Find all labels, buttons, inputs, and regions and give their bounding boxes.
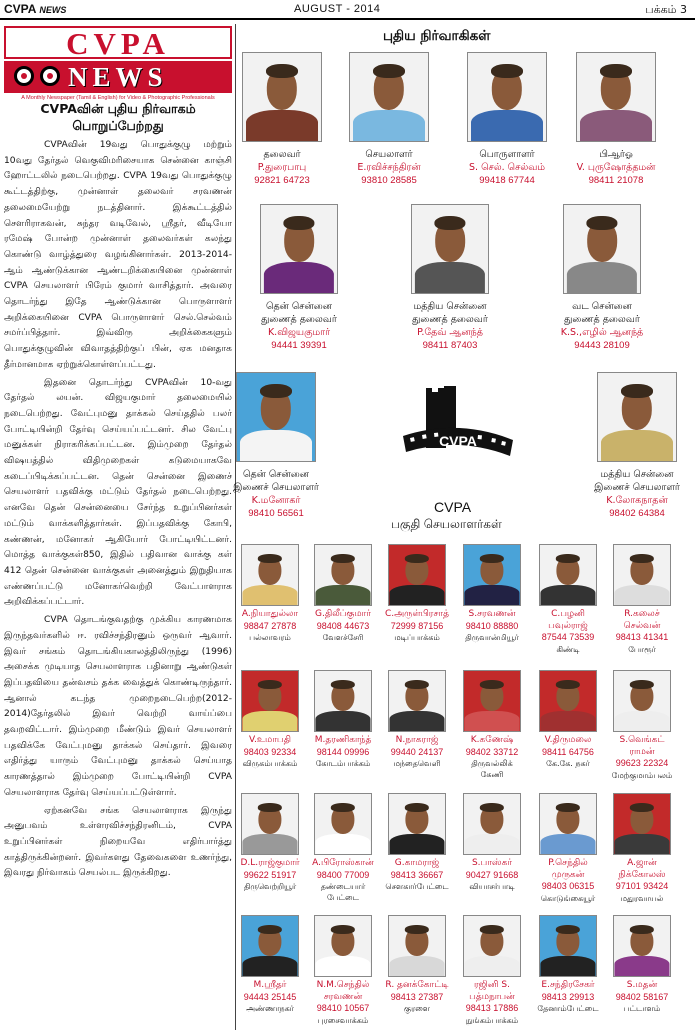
article-title: CVPAவின் புதிய நிர்வாகம் பொறுப்பேற்றது <box>40 101 196 133</box>
portrait-photo <box>613 670 671 732</box>
portrait-photo <box>242 52 322 142</box>
portrait-photo <box>467 52 547 142</box>
person-name-cont: பவுல்ராஜ் <box>548 620 588 631</box>
portrait-photo <box>241 670 299 732</box>
portrait-photo <box>613 544 671 606</box>
office-role-sub: துணைத் தலைவர் <box>261 314 337 325</box>
office-role: தென் சென்னை <box>243 469 309 480</box>
phone-number: 98413 27387 <box>390 991 444 1002</box>
area-secretary-card <box>308 793 378 903</box>
phone-number: 87544 73539 <box>541 632 595 642</box>
office-role: பிஆர்ஓ <box>599 149 633 160</box>
person-name: N.M.செந்தில் <box>316 980 370 990</box>
phone-number: 98411 87403 <box>422 340 478 351</box>
office-role: மத்திய சென்னை <box>413 301 487 312</box>
office-bearer-card <box>222 52 342 187</box>
person-name: K.விஜயகுமார் <box>267 327 331 338</box>
person-name: S.பாஸ்கர் <box>471 858 513 868</box>
area-secretary-card <box>308 670 378 769</box>
portrait-photo <box>236 372 316 462</box>
portrait-photo <box>314 544 372 606</box>
area-secretary-card <box>308 915 378 1026</box>
area-secretary-card <box>382 915 452 1014</box>
area-secretary-card <box>607 544 677 655</box>
area-name: வேளச்சேரி <box>322 633 364 642</box>
person-name: S.மதன் <box>626 980 658 990</box>
phone-number: 97101 93424 <box>615 881 669 891</box>
page-header <box>0 0 695 20</box>
phone-number: 98403 06315 <box>541 881 595 891</box>
area-name: கொடுங்கையூர் <box>540 893 596 903</box>
phone-number: 98411 64756 <box>542 746 594 757</box>
phone-number: 98402 33712 <box>465 746 519 757</box>
office-bearer-card <box>543 204 661 352</box>
area-secretary-card <box>533 915 603 1014</box>
person-name: E.ரவிச்சந்திரன் <box>357 162 421 173</box>
area-secretary-card <box>533 670 603 769</box>
area-name: மந்தைவெளி <box>393 759 441 768</box>
portrait-photo <box>314 915 372 977</box>
person-name: C.அருள்பிரசாத் <box>384 609 449 619</box>
person-name: V. புருஷோத்தமன் <box>576 162 656 173</box>
office-role-sub: இணைச் செயலாளர் <box>233 482 319 493</box>
person-name: G.திலீப்குமார் <box>315 609 371 619</box>
phone-number: 98400 77009 <box>316 869 370 880</box>
portrait-photo <box>314 670 372 732</box>
area-secretary-card <box>382 670 452 769</box>
person-name: K.S.,எழில் ஆனந்த் <box>560 327 644 338</box>
phone-number: 98847 27878 <box>243 620 297 631</box>
area-name: தேனாம்பேட்டை <box>537 1004 599 1013</box>
article-body <box>4 138 232 882</box>
person-name-cont: பத்மநாபன் <box>469 991 515 1002</box>
person-name: S.வெங்கட் <box>619 735 665 745</box>
person-name-cont: ராமன் <box>629 746 655 757</box>
portrait-photo <box>388 915 446 977</box>
phone-number: 98411 21078 <box>588 175 644 186</box>
person-name: M.ஸ்ரீதர் <box>253 980 287 990</box>
logo-cvpa-text: CVPA <box>66 26 170 61</box>
phone-number: 98410 88880 <box>465 620 519 631</box>
phone-number: 94443 28109 <box>574 340 630 351</box>
office-bearer-card <box>216 372 336 520</box>
portrait-photo <box>539 915 597 977</box>
area-secretary-card <box>235 793 305 892</box>
area-name: குரளை <box>404 1004 430 1013</box>
person-name: N.நாகராஜ் <box>395 735 439 745</box>
area-secretary-card <box>235 915 305 1014</box>
person-name: P.செந்தில் <box>548 858 588 868</box>
portrait-photo <box>463 544 521 606</box>
portrait-photo <box>241 793 299 855</box>
phone-number: 99622 51917 <box>243 869 297 880</box>
header-brand-news: NEWS <box>39 5 67 15</box>
person-name-cont: செல்வன் <box>623 620 661 631</box>
film-reel-icon <box>14 66 34 86</box>
area-name: பல்லாவரம் <box>249 633 291 642</box>
person-name-cont: சரவணன் <box>323 991 363 1002</box>
area-name-cont: கேணி <box>480 770 504 779</box>
portrait-photo <box>314 793 372 855</box>
portrait-photo <box>388 670 446 732</box>
phone-number: 94441 39391 <box>271 340 327 351</box>
portrait-photo <box>563 204 641 294</box>
header-brand: CVPA NEWS <box>4 2 67 16</box>
portrait-photo <box>613 915 671 977</box>
area-name: அண்ணாநகர் <box>246 1004 294 1013</box>
area-secretary-card <box>235 544 305 643</box>
portrait-photo <box>260 204 338 294</box>
phone-number: 98410 10567 <box>316 1003 370 1013</box>
office-role: வட சென்னை <box>572 301 632 312</box>
office-bearer-card <box>577 372 695 520</box>
header-month: AUGUST - 2014 <box>294 3 381 15</box>
office-bearer-card <box>447 52 567 187</box>
office-role-sub: இணைச் செயலாளர் <box>594 482 680 493</box>
portrait-photo <box>411 204 489 294</box>
office-role: மத்திய சென்னை <box>600 469 674 480</box>
film-reel-icon <box>40 66 60 86</box>
area-name: கோடம்பாக்கம் <box>315 759 371 768</box>
portrait-photo <box>597 372 677 462</box>
person-name: R.கலைச் <box>624 609 660 619</box>
person-name: P.துரைபாபு <box>257 162 307 173</box>
new-admins-title: புதிய நிர்வாகிகள் <box>383 28 491 44</box>
portrait-photo <box>576 52 656 142</box>
office-bearer-card <box>391 204 509 352</box>
portrait-photo <box>241 915 299 977</box>
area-name: மதுரவாயல் <box>620 893 664 903</box>
office-bearer-card <box>329 52 449 187</box>
area-secretary-card <box>607 915 677 1014</box>
person-name: P.தேவ் ஆனந்த் <box>417 327 483 338</box>
area-secretary-card <box>457 670 527 780</box>
portrait-photo <box>539 793 597 855</box>
person-name: K.கணேஷ் <box>470 735 514 745</box>
office-bearer-card <box>240 204 358 352</box>
portrait-photo <box>613 793 671 855</box>
article-paragraph: CVPAவின் 19வது பொதுக்குழு மற்றும் 10வது தேர்தல் வெகுவிமரிசையாக சென்னை காஞ்சி ஹோட்டலில் நடைபெற்றது. CVPA 19வது பொதுக்குழு கூட்டத்திற்கு, முன்னாள் தலைவர் சரவணன் தலைமையேற்று நடத்தினார். இக்கூட்டத்தில் சௌரிராகவன், சுந்தர வடிவேல், ஸ்ரீதர், வீடியோ ரமேஷ் போன்ற முன்னாள் தலைவர்கள் கலந்து கொண்டு வாழ்த்துரை வழங்கினார்கள். 2013-2014-ஆம் ஆண்டுக்கான ஆண்டறிக்கையினை முன்னாள் CVPA செயலாளர் பிரேம் குமார் வாசித்தார். அவரை தொடர்ந்து இதே ஆண்டுக்கான பொருளாளர் அறிக்கையினை CVPA பொருளாளர் செல்.செல்வம் சமர்ப்பித்தார். இவ்விரு அறிக்கைகளும் பொதுக்குழுவின் விவாதத்திற்குப் பின், ஏக மனதாக தீர்மானமாக ஏற்றுக்கொள்ளப்பட்டது. <box>4 140 232 370</box>
area-secretary-card <box>457 544 527 643</box>
area-secretary-card <box>533 544 603 655</box>
portrait-photo <box>388 544 446 606</box>
phone-number: 99418 67744 <box>479 175 535 186</box>
office-role: செயலாளர் <box>365 149 413 160</box>
area-name: தண்டையார் <box>320 882 366 891</box>
person-name: S. செல். செல்வம் <box>469 162 545 173</box>
office-role-sub: துணைத் தலைவர் <box>412 314 488 325</box>
page-number: பக்கம் 3 <box>645 3 687 16</box>
area-name: சௌகார்பேட்டை <box>385 882 449 891</box>
portrait-photo <box>463 915 521 977</box>
article-paragraph: ஏற்கனவே சங்க செயலாளராக இருந்து அனுபவம் உள்ளரவிச்சந்திரனிடம், CVPA உறுப்பினர்கள் நிறையவே எதிர்பார்த்து காத்திருக்கின்றனர். இவர்களது தேவைகளை உணர்ந்து, இவரது நிர்வாகம் செயல்பட இருக்கிறது. <box>4 805 232 879</box>
area-secretaries-title: பகுதி செயலாளர்கள் <box>391 517 502 531</box>
phone-number: 99440 24137 <box>390 746 444 757</box>
phone-number: 98413 17886 <box>465 1003 519 1013</box>
area-name: கிண்டி <box>556 644 580 654</box>
person-name: V.திருமலை <box>544 735 592 745</box>
portrait-photo <box>463 793 521 855</box>
phone-number: 98410 56561 <box>248 508 304 519</box>
cvpa-news-logo <box>4 26 232 106</box>
person-name: V.உமாபதி <box>248 735 292 745</box>
phone-number: 98408 44673 <box>316 620 370 631</box>
phone-number: 98413 41341 <box>615 632 669 642</box>
person-name-cont: முருகன் <box>551 869 585 880</box>
person-name: G.காமராஜ் <box>394 858 440 868</box>
phone-number: 99623 22324 <box>615 758 669 768</box>
portrait-photo <box>241 544 299 606</box>
phone-number: 98402 58167 <box>615 991 669 1002</box>
area-name: கே.கே. நகர் <box>546 759 590 768</box>
area-secretary-card <box>607 670 677 781</box>
person-name: K.மனோகர் <box>251 495 301 506</box>
office-role: பொருளாளர் <box>479 149 535 160</box>
area-secretary-card <box>235 670 305 769</box>
area-name: திருவெற்றியூர் <box>243 882 297 891</box>
person-name: K.லோகநாதன் <box>606 495 668 506</box>
cvpa-film-emblem <box>398 378 518 478</box>
area-secretary-card <box>607 793 677 904</box>
phone-number: 94443 25145 <box>243 991 297 1002</box>
portrait-photo <box>388 793 446 855</box>
person-name: D.L.ராஜ்குமார் <box>240 858 300 868</box>
area-name: போரூர் <box>628 644 656 654</box>
phone-number: 98413 29913 <box>541 991 595 1002</box>
person-name: A.பிரோஸ்கான் <box>312 858 374 868</box>
area-name: திருவல்லிக் <box>471 759 513 768</box>
phone-number: 72999 87156 <box>390 620 444 631</box>
area-name: திருவான்மியூர் <box>465 633 519 642</box>
office-role: தென் சென்னை <box>266 301 332 312</box>
area-name: புரசைவாக்கம் <box>317 1015 369 1025</box>
area-secretary-card <box>457 793 527 892</box>
logo-tagline: A Monthly Newspaper (Tamil & English) for Video & Photographic Professionals <box>21 95 215 101</box>
person-name: A.நியாதுல்லா <box>241 609 299 619</box>
portrait-photo <box>349 52 429 142</box>
area-secretary-card <box>382 544 452 643</box>
phone-number: 98413 36667 <box>390 869 444 880</box>
person-name: S.சரவணன் <box>468 609 516 619</box>
area-name: விருகம்பாக்கம் <box>242 759 298 768</box>
emblem-text: CVPA <box>439 433 477 449</box>
office-role-sub: துணைத் தலைவர் <box>564 314 640 325</box>
article-paragraph: இதனை தொடர்ந்து CVPAவின் 10-வது தேர்தல் லயன். விஜயகுமார் தலைமையில் நடைபெற்றது. வேட்புமனு தாக்கல் செய்ததில் பலர் போட்டியின்றி தேர்வு செய்யப்பட்டனர். சில வேட்பு மனுக்கள் நிராகரிக்கப்பட்டன. இம்முறை தேர்தல் விஷயத்தில் விதிமுறைகள் கடுமையாகவே கடைப்பிடிக்கப்பட்டன. தென் சென்னை இணைச் செயலாளர் பதவிக்கு மட்டும் தேர்தல் நடைபெற்றது. எனவே தென் சென்னையை சேர்ந்த உறுப்பினர்கள் மட்டும் வாக்களித்தார்கள். இப்பதவிக்கு கோபி, கண்ணன், மனோகர் ஆகியோர் போட்டியிட்டனர். மொத்த வாக்குகள்850, இதில் பதிவான வாக்கு கள் 412 தென் சென்னை வாக்குகள் அனைத்தும் இறுதியாக எண்ணப்பட்டு மனோகர்வெற்றி வேட்பாளராக அறிவிக்கப்பட்டார். <box>4 377 232 608</box>
area-name: பட்டாளம் <box>623 1004 661 1013</box>
portrait-photo <box>539 670 597 732</box>
person-name: C.பழனி <box>551 609 585 619</box>
area-name: நுங்கம்பாக்கம் <box>465 1015 519 1025</box>
area-secretary-card <box>382 793 452 892</box>
area-secretary-card <box>533 793 603 904</box>
phone-number: 90427 91668 <box>465 869 519 880</box>
area-name: வியாசர்பாடி <box>469 882 515 891</box>
person-name: R. தனக்கோட்டி <box>385 980 449 990</box>
logo-news-text: NEWS <box>68 62 168 92</box>
portrait-photo <box>463 670 521 732</box>
office-role: தலைவர் <box>263 149 301 160</box>
portrait-photo <box>539 544 597 606</box>
person-name: E.சந்திரசேகர் <box>541 980 595 990</box>
person-name: M.தரணிகாந்த் <box>314 735 372 745</box>
article-paragraph: CVPA தொடங்குவதற்கு முக்கிய காரணமாக இருந்தவர்களில் ஈ. ரவிச்சந்திரனும் ஒருவர் ஆவார். இவர் சங்கம் தொடங்கியகாலத்திலிருந்து (1996) அசைக்க முடியாத செயலாளராக பதினாறு ஆண்டுகள் இப்பதவியை தன்வசம் தக்க வைத்துக் கொண்டிருந்தார். ஆனால் கடந்த முறைநடைபெற்ற(2012-2014)தேர்தலில் இவர் வெற்றி வாய்ப்பை தவறவிட்டார். இம்முறை மீண்டும் இவர் செயலாளர் பதவிக்கே வேட்புமனு தாக்கல் செய்தார். இவரை எதிர்த்து யாரும் வேட்புமனு தாக்கல் செய்யாத காரணத்தால் இம்முறை போட்டியின்றி CVPA செயலாளராக தேர்வு செய்யப்பட்டுள்ளார். <box>4 615 232 798</box>
area-name: மடிப்பாக்கம் <box>394 633 440 642</box>
person-name: ரஜினி S. <box>474 980 510 990</box>
article <box>4 100 232 884</box>
person-name-cont: நிக்கோலஸ் <box>618 869 666 880</box>
area-secretary-card <box>457 915 527 1026</box>
area-secretary-card <box>308 544 378 643</box>
phone-number: 98144 09996 <box>316 746 370 757</box>
phone-number: 98403 92334 <box>243 746 297 757</box>
office-bearer-card <box>556 52 676 187</box>
phone-number: 93810 28585 <box>361 175 417 186</box>
phone-number: 98402 64384 <box>609 508 665 519</box>
phone-number: 92821 64723 <box>254 175 310 186</box>
area-name-cont: பேட்டை <box>327 893 359 902</box>
person-name: A.ஜான் <box>627 858 657 868</box>
area-secretaries-org: CVPA <box>434 499 472 515</box>
area-name: மேற்குமாம்பலம் <box>611 770 673 780</box>
